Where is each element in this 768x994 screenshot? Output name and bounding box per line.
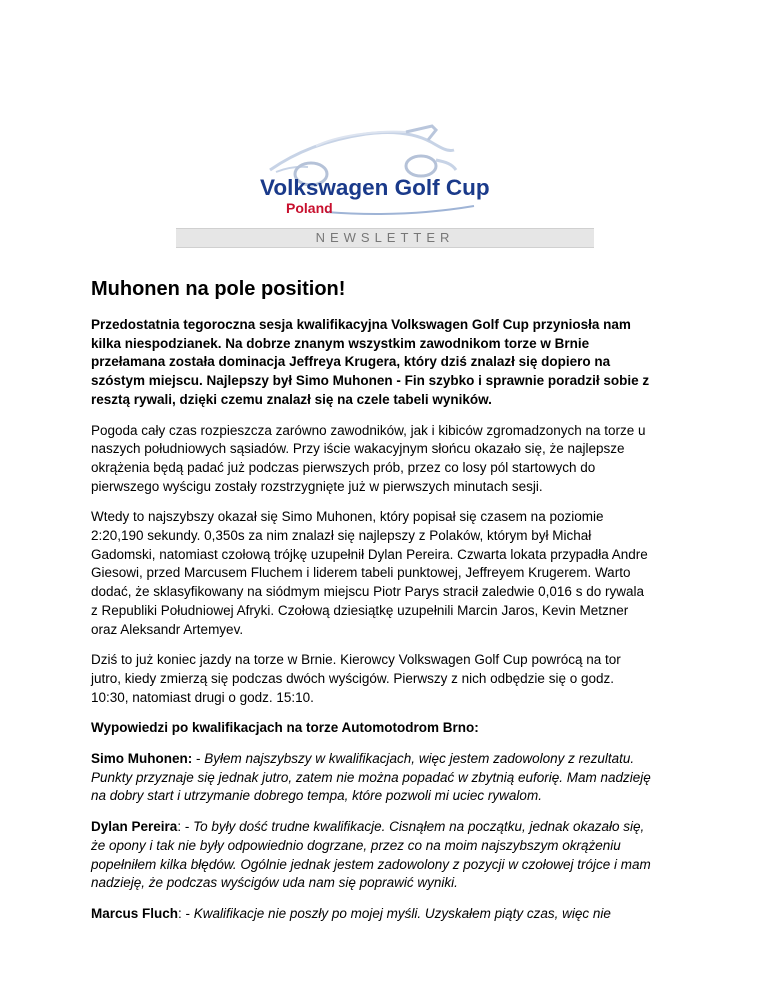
quote-text: Byłem najszybszy w kwalifikacjach, więc jestem zadowolony z rezultatu. Punkty przyznaje się jednak jutro, zatem nie można popadać w zbytnią euforię. Mam nadzieję na dobry start i utrzymanie dobrego tempa, które pozwoli mi uciec rywalom. xyxy=(91,751,651,804)
quote-fluch xyxy=(91,905,651,924)
newsletter-banner xyxy=(176,228,594,248)
quote-speaker: Dylan Pereira xyxy=(91,819,178,835)
logo-subtitle: Poland xyxy=(286,200,333,216)
quote-text: Kwalifikacje nie poszły po mojej myśli. Uzyskałem piąty czas, więc nie xyxy=(193,905,611,921)
quote-text: To były dość trudne kwalifikacje. Cisnąłem na początku, jednak okazało się, że opony i tak nie były odpowiednio dogrzane, przez co na moim najszybszym okrążeniu popełniłem kilka błędów. Ogólnie jednak jestem zadowolony z pozycji w czołowej trójce i mam nadzieję, że podczas wyścigów uda nam się poprawić wyniki. xyxy=(91,819,651,891)
quote-muhonen xyxy=(91,750,651,806)
article-lead: Przedostatnia tegoroczna sesja kwalifikacyjna Volkswagen Golf Cup przyniosła nam kilka niespodzianek. Na dobrze znanym wszystkim zawodnikom torze w Brnie przełamana została dominacja Jeffreya Krugera, który dziś znalazł się dopiero na szóstym miejscu. Najlepszy był Simo Muhonen - Fin szybko i sprawnie poradził sobie z resztą rywali, dzięki czemu znalazł się na czele tabeli wyników. xyxy=(91,317,650,407)
article-paragraph: Pogoda cały czas rozpieszcza zarówno zawodników, jak i kibiców zgromadzonych na torze u naszych południowych sąsiadów. Przy iście wakacyjnym słońcu okazało się, że najlepsze okrążenia będą padać już podczas pierwszych prób, przez co losy pól startowych do pierwszego wyścigu zostały rozstrzygnięte już w pierwszych minutach sesji. xyxy=(91,422,646,494)
quote-speaker: Simo Muhonen: xyxy=(91,751,193,767)
article-title: Muhonen na pole position! xyxy=(91,278,346,300)
quote-pereira xyxy=(91,818,651,893)
quote-speaker: Marcus Fluch xyxy=(91,905,179,921)
article-paragraph: Dziś to już koniec jazdy na torze w Brnie. Kierowcy Volkswagen Golf Cup powrócą na tor jutro, kiedy zmierzą się podczas dwóch wyścigów. Pierwszy z nich odbędzie się o godz. 10:30, natomiast drugi o godz. 15:10. xyxy=(91,652,621,705)
quotes-heading: Wypowiedzi po kwalifikacjach na torze Automotodrom Brno: xyxy=(91,720,479,736)
article-paragraph: Wtedy to najszybszy okazał się Simo Muhonen, który popisał się czasem na poziomie 2:20,190 sekundy. 0,350s za nim znalazł się najlepszy z Polaków, którym był Michał Gadomski, natomiast czołową trójkę uzupełnił Dylan Pereira. Czwarta lokata przypadła Andre Giesowi, przed Marcusem Fluchem i liderem tabeli punktowej, Jeffreyem Krugerem. Warto dodać, że sklasyfikowany na siódmym miejscu Piotr Parys stracił zaledwie 0,016 s do rywala z Republiki Południowej Afryki. Czołową dziesiątkę uzupełnili Marcin Jaros, Kevin Metzner oraz Aleksandr Artemyev. xyxy=(91,509,648,637)
vw-golf-cup-logo xyxy=(256,122,490,222)
article xyxy=(91,276,651,936)
quote-separator: : - xyxy=(177,819,194,835)
quote-separator: : - xyxy=(178,905,194,921)
newsletter-label: NEWSLETTER xyxy=(315,230,455,245)
quote-separator: - xyxy=(192,751,205,767)
logo-title: Volkswagen Golf Cup xyxy=(260,175,490,200)
